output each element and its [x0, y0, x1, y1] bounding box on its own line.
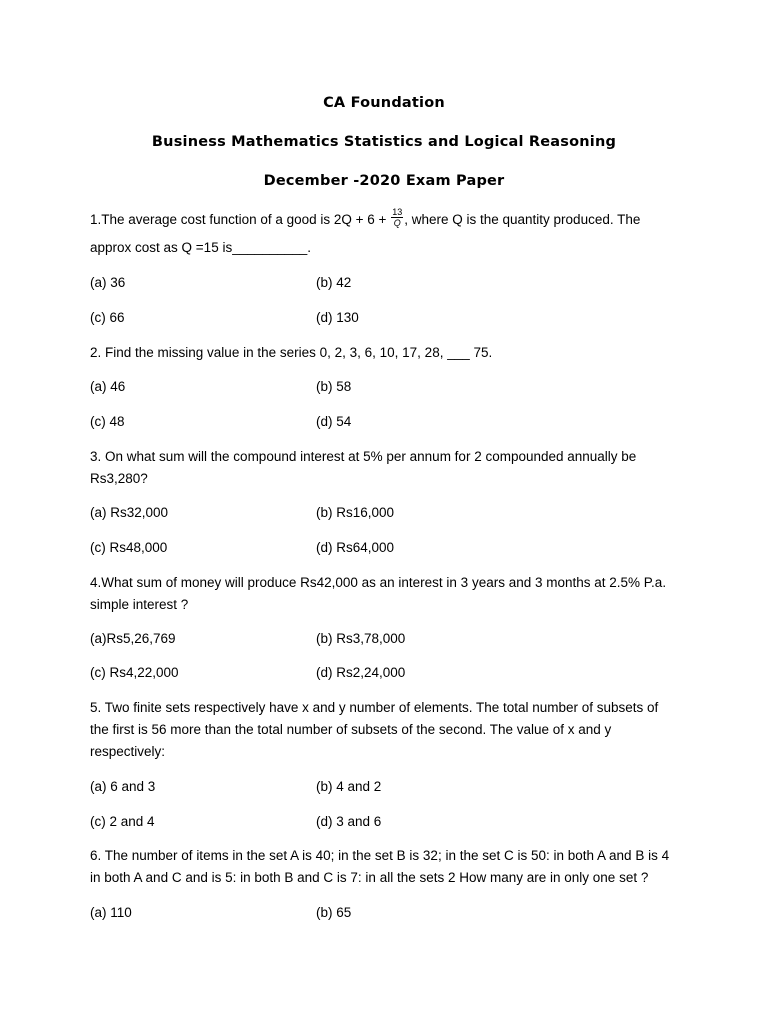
question-5-line-3: respectively: — [90, 744, 166, 759]
question-2-line-1: 2. Find the missing value in the series 0, 2, 3, 6, 10, 17, 28, ___ 75. — [90, 345, 493, 360]
question-6-line-2: in both A and C and is 5: in both B and C is 7: in all the sets 2 How many are in only one set ? — [90, 870, 649, 885]
question-2-option-a: (a) 46 — [90, 379, 126, 394]
question-1-option-c: (c) 66 — [90, 310, 125, 325]
question-5-line-1: 5. Two finite sets respectively have x and y number of elements. The total number of subsets of — [90, 700, 659, 715]
question-1-option-b: (b) 42 — [316, 275, 352, 290]
exam-heading: December -2020 Exam Paper — [263, 173, 505, 189]
question-4-line-1: 4.What sum of money will produce Rs42,000 as an interest in 3 years and 3 months at 2.5% P.a. — [90, 575, 667, 590]
question-2-option-b: (b) 58 — [316, 379, 352, 394]
question-6-option-b: (b) 65 — [316, 905, 352, 920]
question-3-line-1: 3. On what sum will the compound interest at 5% per annum for 2 compounded annually be — [90, 449, 637, 464]
fraction-denominator: Q — [393, 218, 401, 228]
question-3-option-d: (d) Rs64,000 — [316, 540, 395, 555]
question-2-option-d: (d) 54 — [316, 414, 352, 429]
question-4-line-2: simple interest ? — [90, 597, 189, 612]
question-4-option-a: (a)Rs5,26,769 — [90, 631, 176, 646]
question-1-text-after: , where Q is the quantity produced. The — [404, 212, 641, 228]
subject-heading: Business Mathematics Statistics and Logical Reasoning — [151, 134, 617, 150]
question-4-option-b: (b) Rs3,78,000 — [316, 631, 406, 646]
fraction-numerator: 13 — [392, 207, 403, 217]
page-title: CA Foundation — [323, 95, 445, 111]
question-2-option-c: (c) 48 — [90, 414, 125, 429]
fraction — [391, 207, 403, 228]
question-1-line-2: approx cost as Q =15 is__________. — [90, 240, 312, 255]
question-4-option-d: (d) Rs2,24,000 — [316, 665, 406, 680]
question-5-option-a: (a) 6 and 3 — [90, 779, 156, 794]
question-4-option-c: (c) Rs4,22,000 — [90, 665, 179, 680]
question-5-option-d: (d) 3 and 6 — [316, 814, 382, 829]
question-1-text-before: 1.The average cost function of a good is 2Q + 6 + — [90, 212, 391, 228]
question-5-option-c: (c) 2 and 4 — [90, 814, 155, 829]
question-1-option-d: (d) 130 — [316, 310, 359, 325]
question-6-line-1: 6. The number of items in the set A is 40; in the set B is 32; in the set C is 50: in both A and B is 4 — [90, 848, 670, 863]
question-5-option-b: (b) 4 and 2 — [316, 779, 382, 794]
question-3-option-b: (b) Rs16,000 — [316, 505, 395, 520]
question-1-option-a: (a) 36 — [90, 275, 126, 290]
question-5-line-2: the first is 56 more than the total number of subsets of the second. The value of x and y — [90, 722, 612, 737]
question-6-option-a: (a) 110 — [90, 905, 132, 920]
question-3-option-c: (c) Rs48,000 — [90, 540, 168, 555]
question-3-line-2: Rs3,280? — [90, 471, 148, 486]
question-1-line-1 — [90, 207, 690, 231]
question-3-option-a: (a) Rs32,000 — [90, 505, 169, 520]
